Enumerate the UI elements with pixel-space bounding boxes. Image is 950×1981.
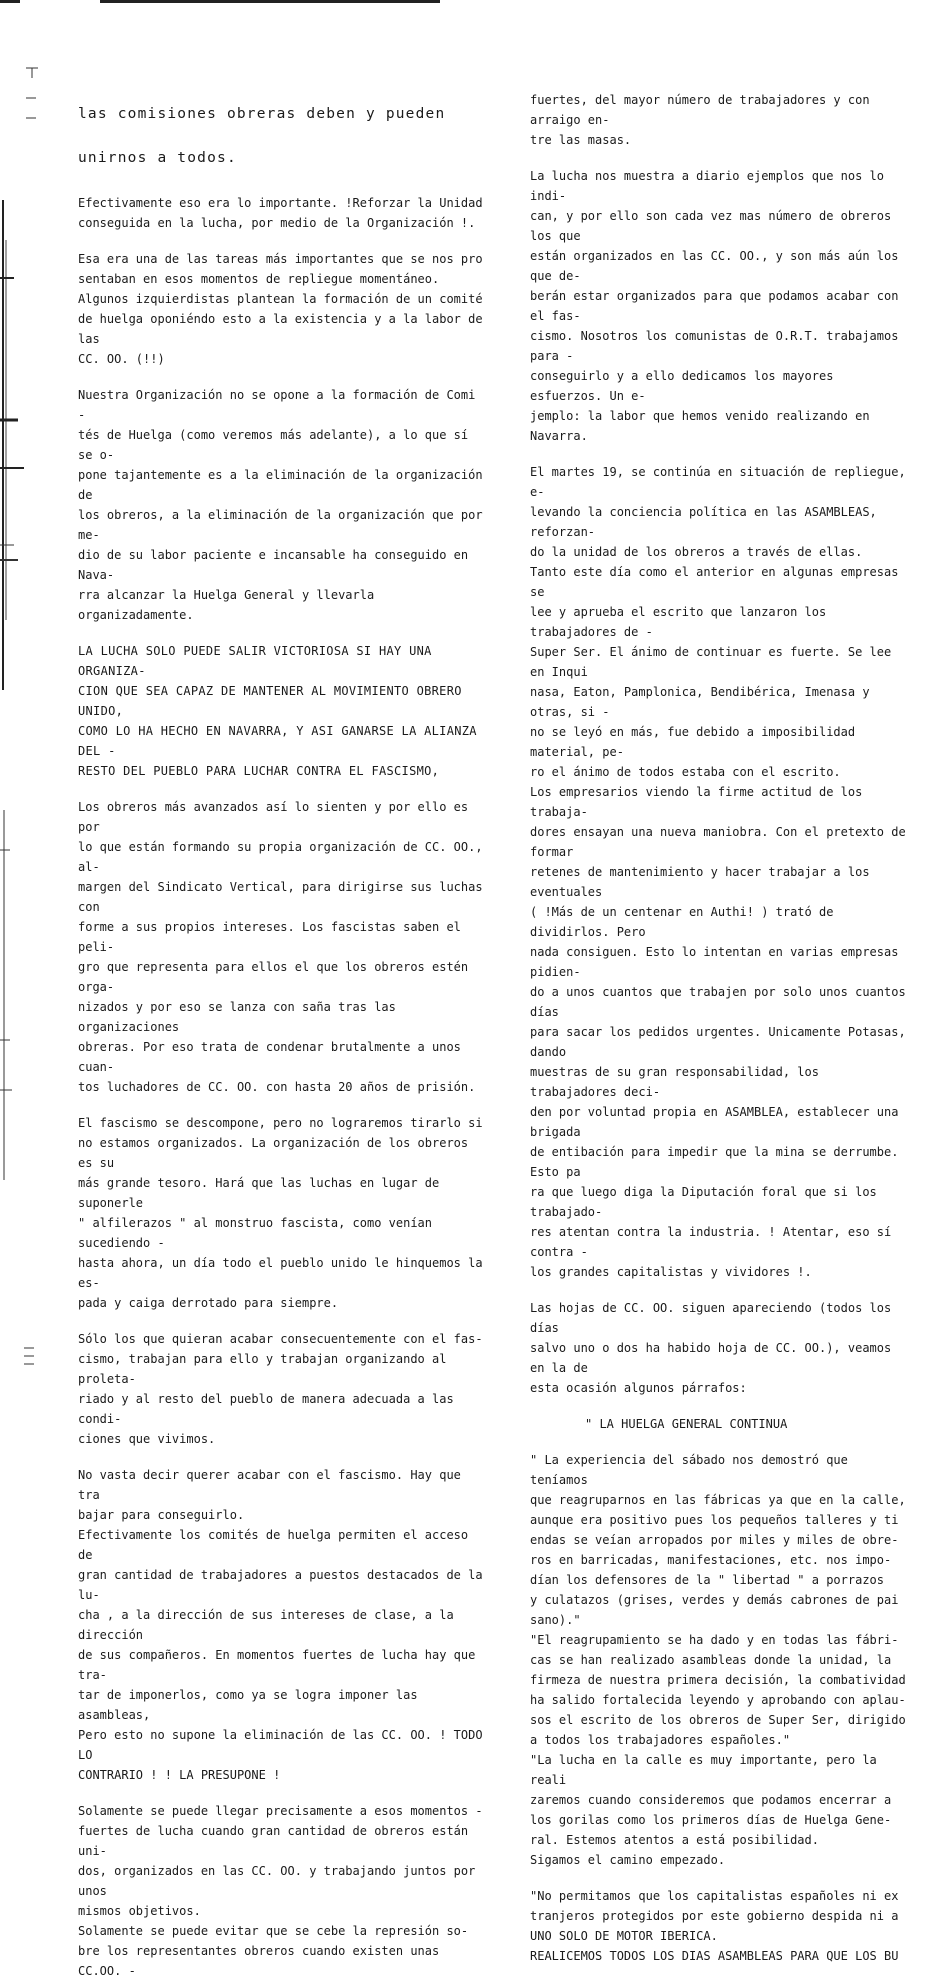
paragraph: Esa era una de las tareas más importantes que se nos pro sentaban en esos momentos de repliegue momentáneo. Algunos izquierdistas plantean la formación de un comité de huelga oponiéndo esto a la existencia y a la labor de las CC. OO. (!!) xyxy=(78,252,483,366)
paragraph: Los obreros más avanzados así lo sienten y por ello es por lo que están formando su propia organización de CC. OO., al- margen del Sindicato Vertical, para dirigirse sus luchas con forme a sus propios intereses. Los fascistas saben el peli- gro que representa para ellos el que los obreros estén orga- nizados y por eso se lanza con saña tras las organizaciones obreras. Por eso trata de condenar brutalmente a unos cuan- tos luchadores de CC. OO. con hasta 20 años de prisión. xyxy=(78,800,483,1094)
quoted-passage: "No permitamos que los capitalistas españoles ni ex tranjeros protegidos por este gobierno despida ni a UNO SOLO DE MOTOR IBERICA. REALICEMOS TODOS LOS DIAS ASAMBLEAS PARA QUE LOS BU xyxy=(530,1889,899,1963)
paragraph: Las hojas de CC. OO. siguen apareciendo (todos los días salvo uno o dos ha habido hoja de CC. OO.), veamos en la de esta ocasión algunos párrafos: xyxy=(530,1301,892,1395)
quote-title: " LA HUELGA GENERAL CONTINUA xyxy=(585,1417,788,1431)
paragraph: No vasta decir querer acabar con el fascismo. Hay que tra bajar para conseguirlo. Efectivamente los comités de huelga permiten el acceso de gran cantidad de trabajadores a puestos destacados de la lu- cha , a la dirección de sus intereses de clase, a la dirección de sus compañeros. En momentos fuertes de lucha hay que tra- tar de imponerlos, como ya se logra imponer las asambleas, Pero esto no supone la eliminación de las CC. OO. ! TODO LO CONTRARIO ! ! LA PRESUPONE ! xyxy=(78,1468,483,1782)
paragraph: La lucha nos muestra a diario ejemplos que nos lo indi- can, y por ello son cada vez mas número de obreros los que están organizados en las CC. OO., y son más aún los que de- berán estar organizados para que podamos acabar con el fas- cismo. Nosotros los comunistas de O.R.T. trabajamos para - conseguirlo y a ello dedicamos los mayores esfuerzos. Un e- jemplo: la labor que hemos venido realizando en Navarra. xyxy=(530,169,899,443)
paragraph: Sólo los que quieran acabar consecuentemente con el fas- cismo, trabajan para ello y trabajan organizando al proleta- riado y al resto del pueblo de manera adecuada a las condi- ciones que vivimos. xyxy=(78,1332,483,1446)
section-heading: las comisiones obreras deben y pueden unirnos a todos. xyxy=(78,106,446,166)
paragraph: Nuestra Organización no se opone a la formación de Comi - tés de Huelga (como veremos más adelante), a lo que sí se o- pone tajantemente es a la eliminación de la organización de los obreros, a la eliminación de la organización que por me- dio de su labor paciente e incansable ha conseguido en Nava- rra alcanzar la Huelga General y llevarla organizadamente. xyxy=(78,388,483,622)
quoted-passage: " La experiencia del sábado nos demostró que teníamos que reagruparnos en las fábricas ya que en la calle, aunque era positivo pues los pequeños talleres y ti endas se veían arropados por miles y miles de obre- ros en barricadas, manifestaciones, etc. nos impo- dían los defensores de la " libertad " a porrazos y culatazos (grises, verdes y demás cabrones de pai sano)." "El reagrupamiento se ha dado y en todas las fábri- cas se han realizado asambleas donde la unidad, la firmeza de nuestra primera decisión, la combatividad ha salido fortalecida leyendo y aprobando con aplau- sos el escrito de los obreros de Super Ser, dirigido a todos los trabajadores españoles." "La lucha en la calle es muy importante, pero la reali zaremos cuando consideremos que podamos encerrar a los gorilas como los primeros días de Huelga Gene- ral. Estemos atentos a está posibilidad. Sigamos el camino empezado. xyxy=(530,1453,906,1867)
top-scan-line xyxy=(100,0,440,3)
left-column xyxy=(78,103,483,1981)
margin-binding-marks xyxy=(0,0,60,1400)
paragraph: Efectivamente eso era lo importante. !Reforzar la Unidad conseguida en la lucha, por medio de la Organización !. xyxy=(78,196,483,230)
paragraph: El martes 19, se continúa en situación de repliegue, e- levando la conciencia política en las ASAMBLEAS, reforzan- do la unidad de los obreros a través de ellas. Tanto este día como el anterior en algunas empresas se lee y aprueba el escrito que lanzaron los trabajadores de - Super Ser. El ánimo de continuar es fuerte. Se lee en Inqui nasa, Eaton, Pamplonica, Bendibérica, Imenasa y otras, si - no se leyó en más, fue debido a imposibilidad material, pe- ro el ánimo de todos estaba con el escrito. Los empresarios viendo la firme actitud de los trabaja- dores ensayan una nueva maniobra. Con el pretexto de formar retenes de mantenimiento y hacer trabajar a los eventuales ( !Más de un centenar en Authi! ) trató de dividirlos. Pero nada consiguen. Esto lo intentan en varias empresas pidien- do a unos cuantos que trabajen por solo unos cuantos días para sacar los pedidos urgentes. Unicamente Potasas, dando muestras de su gran responsabilidad, los trabajadores deci- den por voluntad propia en ASAMBLEA, establecer una brigada de entibación para impedir que la mina se derrumbe. Esto pa ra que luego diga la Diputación foral que si los trabajado- res atentan contra la industria. ! Atentar, eso sí contra - los grandes capitalistas y vividores !. xyxy=(530,465,906,1279)
paragraph: Solamente se puede llegar precisamente a esos momentos - fuertes de lucha cuando gran cantidad de obreros están uni- dos, organizados en las CC. OO. y trabajando juntos por unos mismos objetivos. Solamente se puede evitar que se cebe la represión so- bre los representantes obreros cuando existen unas CC.OO. - xyxy=(78,1804,483,1978)
paragraph: El fascismo se descompone, pero no lograremos tirarlo si no estamos organizados. La organización de los obreros es su más grande tesoro. Hará que las luchas en lugar de suponerle " alfilerazos " al monstruo fascista, como venían sucediendo - hasta ahora, un día todo el pueblo unido le hinquemos la es- pada y caiga derrotado para siempre. xyxy=(78,1116,483,1310)
right-column xyxy=(530,90,910,1966)
paragraph: fuertes, del mayor número de trabajadores y con arraigo en- tre las masas. xyxy=(530,93,870,147)
paragraph-uppercase: LA LUCHA SOLO PUEDE SALIR VICTORIOSA SI HAY UNA ORGANIZA- CION QUE SEA CAPAZ DE MANTENER AL MOVIMIENTO OBRERO UNIDO, COMO LO HA HECHO EN NAVARRA, Y ASI GANARSE LA ALIANZA DEL - RESTO DEL PUEBLO PARA LUCHAR CONTRA EL FASCISMO, xyxy=(78,644,477,778)
